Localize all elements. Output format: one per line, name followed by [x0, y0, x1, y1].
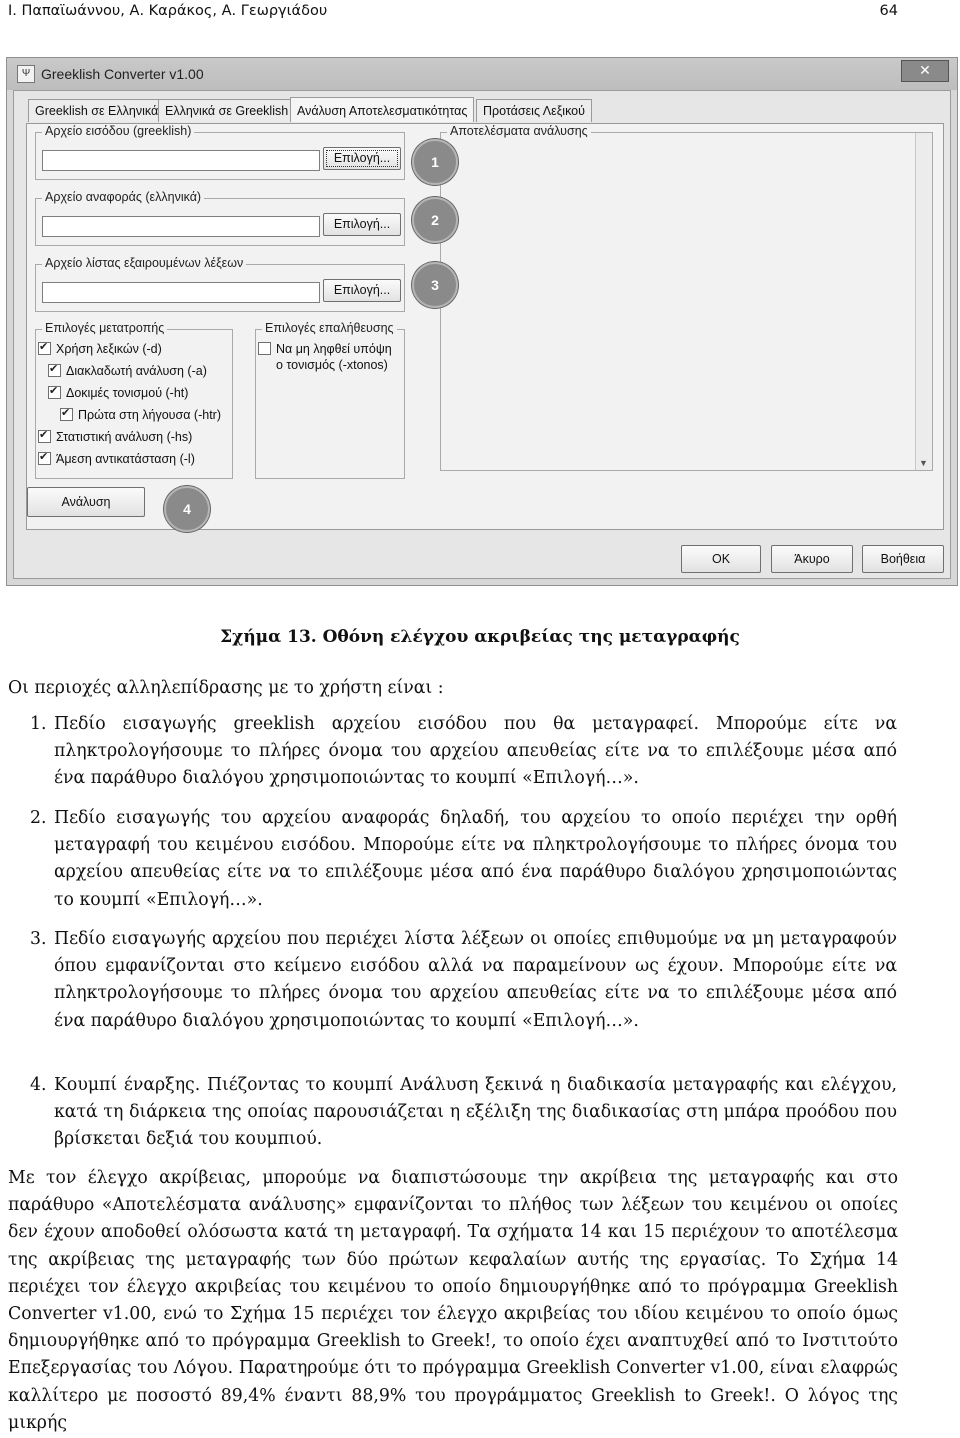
checkbox-checked-icon [38, 452, 51, 465]
checkbox-checked-icon [60, 408, 73, 421]
conversion-options-label: Επιλογές μετατροπής [42, 321, 167, 335]
checkbox-label: Να μη ληφθεί υπόψη [276, 342, 392, 356]
exclusion-file-browse-button[interactable]: Επιλογή... [323, 279, 401, 302]
close-icon: ✕ [919, 62, 931, 78]
exclusion-file-label: Αρχείο λίστας εξαιρουμένων λέξεων [42, 256, 246, 270]
checkbox-unchecked-icon [258, 342, 271, 355]
checkbox-label: Πρώτα στη λήγουσα (-htr) [78, 408, 221, 422]
window-title: Greeklish Converter v1.00 [41, 66, 204, 82]
results-area[interactable] [440, 124, 933, 471]
checkbox-branching-analysis[interactable] [48, 364, 207, 378]
results-scrollbar[interactable] [915, 133, 932, 470]
callout-marker-1: 1 [412, 139, 458, 185]
checkbox-accent-trials[interactable] [48, 386, 188, 400]
callout-marker-2: 2 [412, 197, 458, 243]
tab-dictionary-suggestions[interactable]: Προτάσεις Λεξικού [476, 99, 592, 122]
list-item-number: 2. [30, 808, 47, 828]
window-client-area [13, 90, 951, 579]
checkbox-final-syllable-first[interactable] [60, 408, 221, 422]
ok-button[interactable]: OK [681, 545, 761, 573]
list-item-number: 4. [30, 1075, 47, 1095]
list-item-text: Κουμπί έναρξης. Πιέζοντας το κουμπί Ανάλυση ξεκινά η διαδικασία μεταγραφής και ελέγχου, κατά τη διάρκεια της οποίας παρουσιάζεται η εξέλιξη της διαδικασίας στη μπάρα προόδου που βρίσκεται δεξιά του κουμπιού. [54, 1075, 897, 1150]
cancel-button[interactable]: Άκυρο [771, 545, 853, 573]
tab-greeklish-to-greek[interactable]: Greeklish σε Ελληνικά [28, 99, 165, 122]
checkbox-label: Άμεση αντικατάσταση (-l) [56, 452, 195, 466]
scroll-down-icon[interactable]: ▼ [919, 458, 928, 468]
list-item-text: Πεδίο εισαγωγής του αρχείου αναφοράς δηλαδή, του αρχείου το οποίο περιέχει την ορθή μεταγραφή του κειμένου εισόδου. Μπορούμε είτε να πληκτρολογήσουμε το πλήρες όνομα του αρχείου απευθείας είτε να το επιλέξουμε μέσα από ένα παράθυρο διαλόγου χρησιμοποιώντας το κουμπί «Επιλογή…». [54, 808, 897, 910]
list-item-text: Πεδίο εισαγωγής greeklish αρχείου εισόδου που θα μεταγραφεί. Μπορούμε είτε να πληκτρολογήσουμε το πλήρες όνομα του αρχείου απευθείας είτε να το επιλέξουμε μέσα από ένα παράθυρο διαλόγου χρησιμοποιώντας το κουμπί «Επιλογή…». [54, 714, 897, 789]
tab-efficiency-analysis[interactable]: Ανάλυση Αποτελεσματικότητας [290, 97, 474, 122]
checkbox-label: Δοκιμές τονισμού (-ht) [66, 386, 189, 400]
intro-text: Οι περιοχές αλληλεπίδρασης με το χρήστη είναι : [8, 678, 444, 698]
checkbox-label: Διακλαδωτή ανάλυση (-a) [66, 364, 207, 378]
conversion-options-group [35, 321, 233, 479]
input-file-label: Αρχείο εισόδου (greeklish) [42, 124, 194, 138]
reference-file-group [35, 190, 405, 246]
callout-marker-3: 3 [412, 262, 458, 308]
help-button[interactable]: Βοήθεια [862, 545, 944, 573]
list-item [30, 805, 897, 914]
checkbox-label: Χρήση λεξικών (-d) [56, 342, 162, 356]
callout-marker-4: 4 [164, 486, 210, 532]
input-file-browse-button[interactable]: Επιλογή... [323, 147, 401, 170]
list-item [30, 1072, 897, 1154]
exclusion-file-field[interactable] [42, 282, 320, 303]
figure-caption: Σχήμα 13. Οθόνη ελέγχου ακριβείας της μεταγραφής [220, 627, 740, 647]
results-label: Αποτελέσματα ανάλυσης [447, 124, 591, 138]
tab-greek-to-greeklish[interactable]: Ελληνικά σε Greeklish [158, 99, 295, 122]
window-titlebar [7, 58, 957, 90]
input-file-group [35, 124, 405, 180]
verification-options-group [255, 321, 405, 479]
checkbox-label: Στατιστική ανάλυση (-hs) [56, 430, 193, 444]
close-button[interactable] [901, 60, 949, 82]
checkbox-checked-icon [48, 364, 61, 377]
input-file-field[interactable] [42, 150, 320, 171]
app-icon: Ψ [17, 65, 35, 83]
checkbox-ignore-accents[interactable] [258, 342, 392, 356]
reference-file-browse-button[interactable]: Επιλογή... [323, 213, 401, 236]
verification-options-label: Επιλογές επαλήθευσης [262, 321, 397, 335]
list-item-text: Πεδίο εισαγωγής αρχείου που περιέχει λίστα λέξεων οι οποίες επιθυμούμε να μη μεταγραφούν όπου εμφανίζονται στο κείμενο εισόδου αλλά να παραμείνουν ως έχουν. Μπορούμε είτε να πληκτρολογήσουμε το πλήρες όνομα του αρχείου απευθείας είτε να το επιλέξουμε μέσα από ένα παράθυρο διαλόγου χρησιμοποιώντας το κουμπί «Επιλογή…». [54, 929, 897, 1031]
reference-file-field[interactable] [42, 216, 320, 237]
checkbox-ignore-accents-line2: ο τονισμός (-xtonos) [276, 358, 388, 372]
header-authors: Ι. Παπαϊωάννου, Α. Καράκος, Α. Γεωργιάδου [8, 3, 328, 19]
analyze-button[interactable]: Ανάλυση [27, 487, 145, 517]
page-header [8, 0, 898, 24]
app-window-screenshot [6, 57, 958, 586]
checkbox-direct-replacement[interactable] [38, 452, 195, 466]
list-item-number: 1. [30, 714, 47, 734]
checkbox-checked-icon [38, 342, 51, 355]
checkbox-checked-icon [38, 430, 51, 443]
checkbox-checked-icon [48, 386, 61, 399]
page-number: 64 [879, 3, 898, 19]
analysis-tab-panel [26, 123, 944, 530]
closing-paragraph: Με τον έλεγχο ακρίβειας, μπορούμε να διαπιστώσουμε την ακρίβεια της μεταγραφής και στο παράθυρο «Αποτελέσματα ανάλυσης» εμφανίζονται το πλήθος των λέξεων του κειμένου οι οποίες δεν έχουν αποδοθεί ολόσωστα κατά τη μεταγραφή. Τα σχήματα 14 και 15 περιέχουν το αποτέλεσμα της ακρίβειας της μεταγραφής των δύο πρώτων κεφαλαίων αυτής της εργασίας. Το Σχήμα 14 περιέχει τον έλεγχο ακριβείας του κειμένου το οποίο δημιουργήθηκε από το πρόγραμμα Greeklish Converter v1.00, ενώ το Σχήμα 15 περιέχει τον έλεγχο ακριβείας του ιδίου κειμένου το οποίο όμως δημιουργήθηκε από το πρόγραμμα Greeklish to Greek!, το οποίο έχει αναπτυχθεί από το Ινστιτούτο Επεξεργασίας του Λόγου. Παρατηρούμε ότι το πρόγραμμα Greeklish Converter v1.00, είναι ελαφρώς καλλίτερο με ποσοστό 89,4% έναντι 88,9% του προγράμματος Greeklish to Greek!. Ο λόγος της μικρής [8, 1168, 898, 1433]
checkbox-use-dictionaries[interactable] [38, 342, 162, 356]
list-item [30, 926, 897, 1035]
checkbox-statistical-analysis[interactable] [38, 430, 192, 444]
list-item [30, 711, 897, 793]
reference-file-label: Αρχείο αναφοράς (ελληνικά) [42, 190, 204, 204]
list-item-number: 3. [30, 929, 47, 949]
exclusion-file-group [35, 256, 405, 312]
